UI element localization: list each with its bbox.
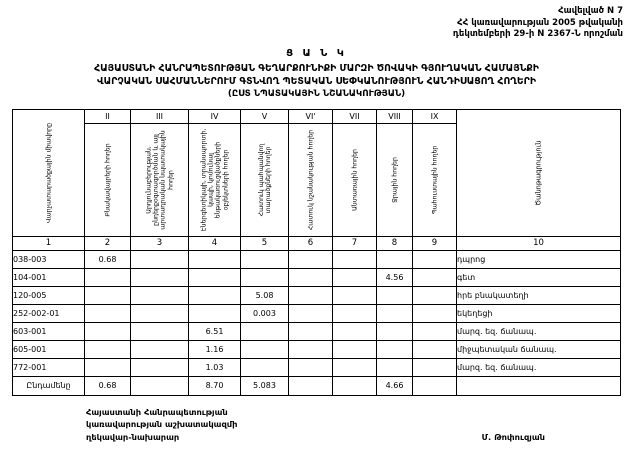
total-note: [457, 376, 621, 395]
total-c9: [413, 376, 457, 395]
cell-c7: [333, 268, 377, 286]
cell-c8: [377, 250, 413, 268]
total-c8: 4.66: [377, 376, 413, 395]
title-line-1: ՀԱՅԱՍՏԱՆԻ ՀԱՆՐԱՊԵՏՈՒԹՅԱՆ ԳԵՂԱՐՔՈՒՆԻՔԻ ՄԱՐԶԻ ԾՈՎԱԿԻ ԳՅՈՒՂԱԿԱՆ ՀԱՄԱՅՆՔԻ: [94, 62, 539, 74]
cell-c6: [289, 358, 333, 376]
header-caption-1: Վարչատարածքային միավորը: [44, 122, 52, 223]
cell-c3: [131, 250, 189, 268]
colnum-5: 5: [241, 236, 289, 250]
header-caption-8: Ջրային հողեր: [390, 156, 398, 203]
roman-2: II: [85, 109, 131, 123]
colnum-9: 9: [413, 236, 457, 250]
roman-7: VII: [333, 109, 377, 123]
roman-5: V: [241, 109, 289, 123]
cell-c3: [131, 286, 189, 304]
header-cell-6: [289, 123, 333, 236]
header-caption-6: Հատուկ նշանակության հողեր: [306, 129, 314, 230]
header-caption-7: Անտառային հողեր: [350, 148, 358, 211]
total-label: Ընդամենը: [13, 376, 85, 395]
cell-c5: [241, 358, 289, 376]
cell-code: 120-005: [13, 286, 85, 304]
table-colnum-row: [13, 236, 621, 250]
header-caption-9: Պահուստային հողեր: [430, 145, 438, 214]
cell-c4: [189, 268, 241, 286]
cell-note: միջպետական ճանապ.: [457, 340, 621, 358]
colnum-6: 6: [289, 236, 333, 250]
colnum-7: 7: [333, 236, 377, 250]
header-line-1: Հավելված N 7: [558, 6, 623, 16]
cell-c6: [289, 304, 333, 322]
cell-c9: [413, 322, 457, 340]
cell-c5: 0.003: [241, 304, 289, 322]
footer-line-3: ղեկավար-նախարար: [86, 431, 180, 442]
roman-4: IV: [189, 109, 241, 123]
land-table: [12, 109, 621, 396]
table-row: [13, 268, 621, 286]
colnum-3: 3: [131, 236, 189, 250]
header-cell-10: [457, 109, 621, 236]
header-cell-2: [85, 123, 131, 236]
header-caption-4: Էներգետիկայի, տրանսպորտի, կապի, կոմունալ ենթակառուցվածքների օբյեկտների հողեր: [200, 128, 229, 231]
table-total-row: [13, 376, 621, 395]
header-cell-8: [377, 123, 413, 236]
colnum-10: 10: [457, 236, 621, 250]
cell-c9: [413, 340, 457, 358]
roman-9: IX: [413, 109, 457, 123]
cell-note: մարզ. եզ. ճանապ.: [457, 322, 621, 340]
header-caption-5: Հատուկ պահպանվող տարածքների հողեր: [257, 143, 272, 216]
cell-c2: [85, 304, 131, 322]
cell-c6: [289, 322, 333, 340]
cell-c6: [289, 268, 333, 286]
table-row: [13, 286, 621, 304]
cell-code: 038-003: [13, 250, 85, 268]
cell-c3: [131, 358, 189, 376]
cell-c2: [85, 286, 131, 304]
header-cell-7: [333, 123, 377, 236]
document-footer: [0, 406, 633, 444]
document-title: [0, 48, 633, 101]
cell-c8: [377, 304, 413, 322]
roman-6: VI': [289, 109, 333, 123]
header-line-3: դեկտեմբերի 29-ի N 2367-Ն որոշման: [452, 29, 623, 39]
cell-c5: [241, 322, 289, 340]
total-c3: [131, 376, 189, 395]
cell-c4: [189, 304, 241, 322]
cell-c4: [189, 250, 241, 268]
title-line-3: (ԸՍՏ ՆՊԱՏԱԿԱՅԻՆ ՆՇԱՆԱԿՈՒԹՅԱՆ): [227, 88, 406, 99]
cell-note: գետ: [457, 268, 621, 286]
cell-code: 772-001: [13, 358, 85, 376]
colnum-4: 4: [189, 236, 241, 250]
header-cell-3: [131, 123, 189, 236]
cell-c3: [131, 304, 189, 322]
cell-c4: 1.16: [189, 340, 241, 358]
cell-c5: [241, 268, 289, 286]
cell-code: 104-001: [13, 268, 85, 286]
cell-c2: [85, 268, 131, 286]
cell-c9: [413, 250, 457, 268]
header-caption-2: Բնակավայրերի հողեր: [103, 142, 111, 217]
cell-c2: [85, 322, 131, 340]
cell-code: 605-001: [13, 340, 85, 358]
title-line-2: ՎԱՐՉԱԿԱՆ ՍԱՀՄԱՆՆԵՐՈՒՄ ԳՏՆՎՈՂ ՊԵՏԱԿԱՆ ՍԵՓԿԱՆՈՒԹՅՈՒՆ ՀԱՆԴԻՍԱՑՈՂ ՀՈՂԵՐԻ: [96, 75, 537, 87]
header-cell-5: [241, 123, 289, 236]
cell-c9: [413, 268, 457, 286]
cell-c7: [333, 358, 377, 376]
roman-8: VIII: [377, 109, 413, 123]
colnum-2: 2: [85, 236, 131, 250]
cell-code: 603-001: [13, 322, 85, 340]
cell-c5: [241, 340, 289, 358]
cell-c3: [131, 268, 189, 286]
cell-c3: [131, 322, 189, 340]
table-row: [13, 358, 621, 376]
header-line-2: ՀՀ կառավարության 2005 թվականի: [457, 17, 623, 28]
cell-c2: [85, 340, 131, 358]
cell-c6: [289, 250, 333, 268]
cell-c4: 1.03: [189, 358, 241, 376]
table-row: [13, 304, 621, 322]
cell-c7: [333, 286, 377, 304]
cell-code: 252-002-01: [13, 304, 85, 322]
table-roman-row: [13, 109, 621, 123]
cell-c6: [289, 340, 333, 358]
total-c5: 5.083: [241, 376, 289, 395]
cell-c4: [189, 286, 241, 304]
cell-c5: [241, 250, 289, 268]
title-main: Ց Ա Ն Կ: [286, 47, 347, 59]
cell-note: եկեղեցի: [457, 304, 621, 322]
cell-c4: 6.51: [189, 322, 241, 340]
document-header: [0, 0, 633, 41]
header-cell-4: [189, 123, 241, 236]
header-caption-10: Ծանոթագրություն: [533, 139, 542, 206]
colnum-1: 1: [13, 236, 85, 250]
total-c6: [289, 376, 333, 395]
header-cell-1: [13, 109, 85, 236]
cell-note: հրե բնակատեղի: [457, 286, 621, 304]
colnum-8: 8: [377, 236, 413, 250]
cell-c8: [377, 358, 413, 376]
cell-c8: [377, 340, 413, 358]
header-caption-3: Արդյունաբերության, ընդերքօգտագործման և այլ արտադրական նպատակային հողեր: [145, 129, 174, 230]
total-c7: [333, 376, 377, 395]
cell-c3: [131, 340, 189, 358]
cell-c8: 4.56: [377, 268, 413, 286]
footer-signature: Մ. Թոփուզյան: [481, 431, 545, 442]
footer-line-1: Հայաստանի Հանրապետության: [86, 406, 228, 417]
header-cell-9: [413, 123, 457, 236]
cell-c7: [333, 250, 377, 268]
cell-c7: [333, 304, 377, 322]
cell-note: մարզ. եզ. ճանապ.: [457, 358, 621, 376]
cell-c9: [413, 304, 457, 322]
cell-c9: [413, 358, 457, 376]
cell-c8: [377, 322, 413, 340]
cell-c9: [413, 286, 457, 304]
cell-c2: [85, 358, 131, 376]
cell-c7: [333, 322, 377, 340]
cell-note: դպրոց: [457, 250, 621, 268]
cell-c8: [377, 286, 413, 304]
table-row: [13, 322, 621, 340]
table-row: [13, 340, 621, 358]
roman-3: III: [131, 109, 189, 123]
cell-c2: 0.68: [85, 250, 131, 268]
cell-c5: 5.08: [241, 286, 289, 304]
table-row: [13, 250, 621, 268]
cell-c6: [289, 286, 333, 304]
total-c4: 8.70: [189, 376, 241, 395]
cell-c7: [333, 340, 377, 358]
footer-line-2: կառավարության աշխատակազմի: [86, 419, 238, 429]
total-c2: 0.68: [85, 376, 131, 395]
